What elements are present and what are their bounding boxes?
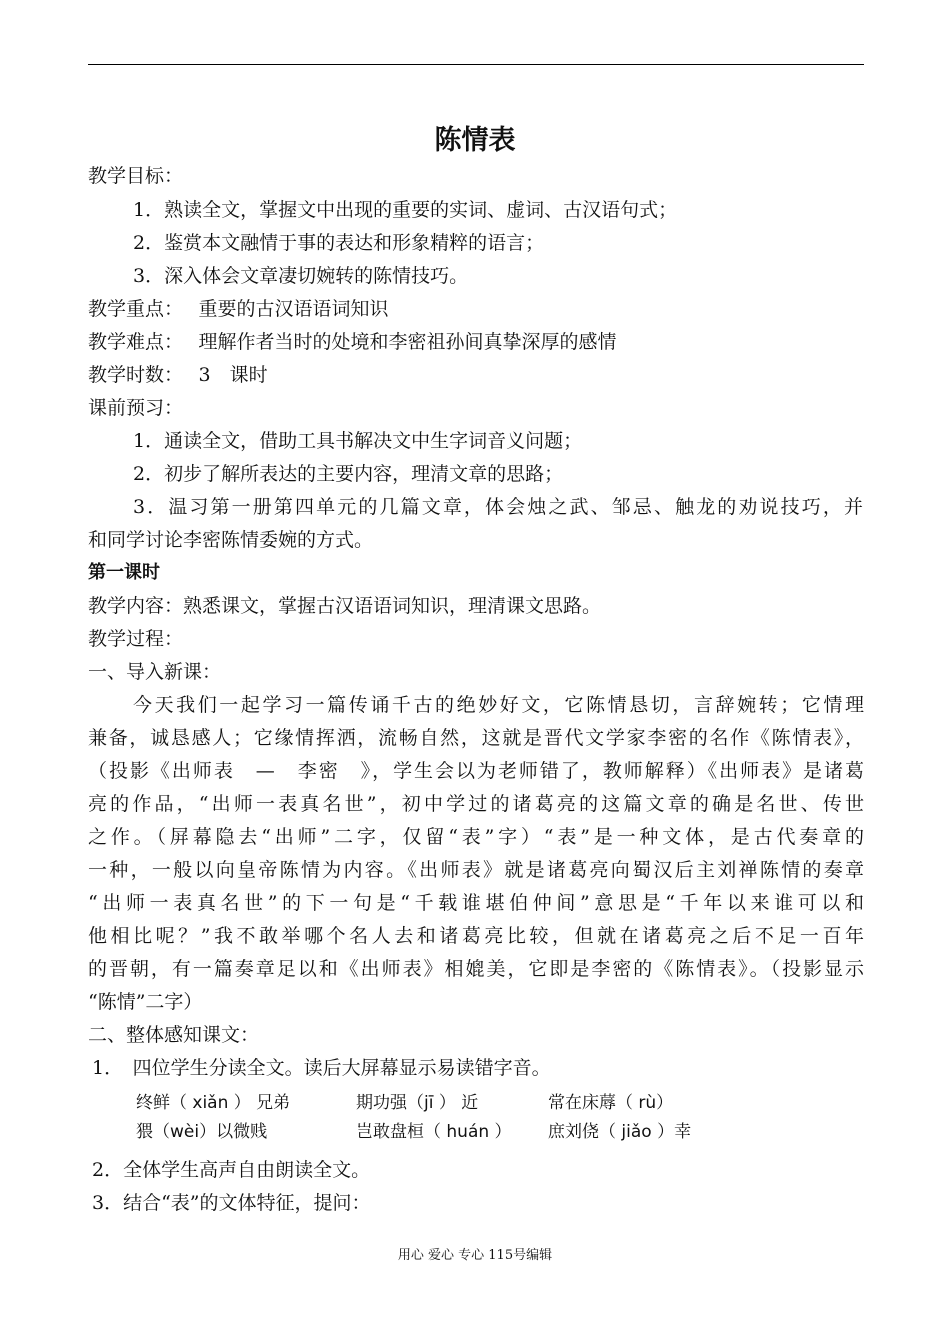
pinyin-item: 期功强（jī ） 近	[356, 1093, 479, 1113]
document-title: 陈情表	[434, 125, 516, 156]
intro-paragraph-line: 的晋朝，有一篇奏章足以和《出师表》相媲美，它即是李密的《陈情表》。（投影显示	[88, 958, 864, 980]
pinyin-item: 终鲜（ xiǎn ） 兄弟	[136, 1093, 291, 1113]
step-one: 1． 四位学生分读全文。读后大屏幕显示易读错字音。	[92, 1057, 551, 1079]
preview-item-continued: 和同学讨论李密陈情委婉的方式。	[88, 529, 374, 551]
intro-paragraph-line: （投影《出师表 — 李密 》，学生会以为老师错了，教师解释）《出师表》是诸葛	[88, 760, 864, 782]
overall-heading: 二、整体感知课文：	[88, 1024, 260, 1046]
step-two: 2．全体学生高声自由朗读全文。	[92, 1159, 371, 1181]
preview-label: 课前预习：	[88, 397, 184, 419]
intro-paragraph-line: 兼备，诚恳感人；它缘情挥洒，流畅自然，这就是晋代文学家李密的名作《陈情表》，	[88, 727, 864, 749]
intro-paragraph-line: 一种，一般以向皇帝陈情为内容。《出师表》就是诸葛亮向蜀汉后主刘禅陈情的奏章	[88, 859, 864, 881]
pinyin-item: 庶刘侥（ jiǎo ）幸	[548, 1122, 692, 1142]
goal-item: 1．熟读全文，掌握文中出现的重要的实词、虚词、古汉语句式；	[133, 199, 678, 221]
goal-item: 3．深入体会文章凄切婉转的陈情技巧。	[133, 265, 469, 287]
difficulty: 教学难点： 理解作者当时的处境和李密祖孙间真挚深厚的感情	[88, 331, 617, 353]
preview-item: 3．温习第一册第四单元的几篇文章，体会烛之武、邹忌、触龙的劝说技巧，并	[133, 496, 863, 518]
intro-paragraph-line: “陈情”二字）	[88, 991, 203, 1013]
intro-paragraph-line: 他相比呢？”我不敢举哪个名人去和诸葛亮比较，但就在诸葛亮之后不足一百年	[88, 925, 864, 947]
goals-label: 教学目标：	[88, 165, 184, 187]
goal-item: 2．鉴赏本文融情于事的表达和形象精粹的语言；	[133, 232, 545, 254]
header-rule	[88, 64, 864, 65]
intro-paragraph-line: 之作。（屏幕隐去“出师”二字，仅留“表”字）“表”是一种文体，是古代奏章的	[88, 826, 864, 848]
intro-paragraph-line: 今天我们一起学习一篇传诵千古的绝妙好文，它陈情恳切，言辞婉转；它情理	[133, 694, 864, 716]
step-three: 3．结合“表”的文体特征，提问：	[92, 1192, 371, 1214]
preview-item: 1．通读全文，借助工具书解决文中生字词音义问题；	[133, 430, 583, 452]
teaching-process: 教学过程：	[88, 628, 184, 650]
intro-paragraph-line: “出师一表真名世”的下一句是“千载谁堪伯仲间”意思是“千年以来谁可以和	[88, 892, 864, 914]
teaching-hours: 教学时数： 3 课时	[88, 364, 268, 386]
pinyin-item: 常在床蓐（ rù）	[548, 1093, 674, 1113]
intro-paragraph-line: 亮的作品，“出师一表真名世”，初中学过的诸葛亮的这篇文章的确是名世、传世	[88, 793, 864, 815]
pinyin-item: 猥（wèi）以微贱	[136, 1122, 268, 1142]
page-footer: 用心 爱心 专心 115号编辑	[397, 1248, 553, 1263]
preview-item: 2．初步了解所表达的主要内容，理清文章的思路；	[133, 463, 564, 485]
key-point: 教学重点： 重要的古汉语语词知识	[88, 298, 389, 320]
pinyin-item: 岂敢盘桓（ huán ）	[356, 1122, 512, 1142]
intro-heading: 一、导入新课：	[88, 661, 222, 683]
lesson-one-heading: 第一课时	[88, 562, 160, 583]
teaching-content: 教学内容：熟悉课文，掌握古汉语语词知识，理清课文思路。	[88, 595, 602, 617]
